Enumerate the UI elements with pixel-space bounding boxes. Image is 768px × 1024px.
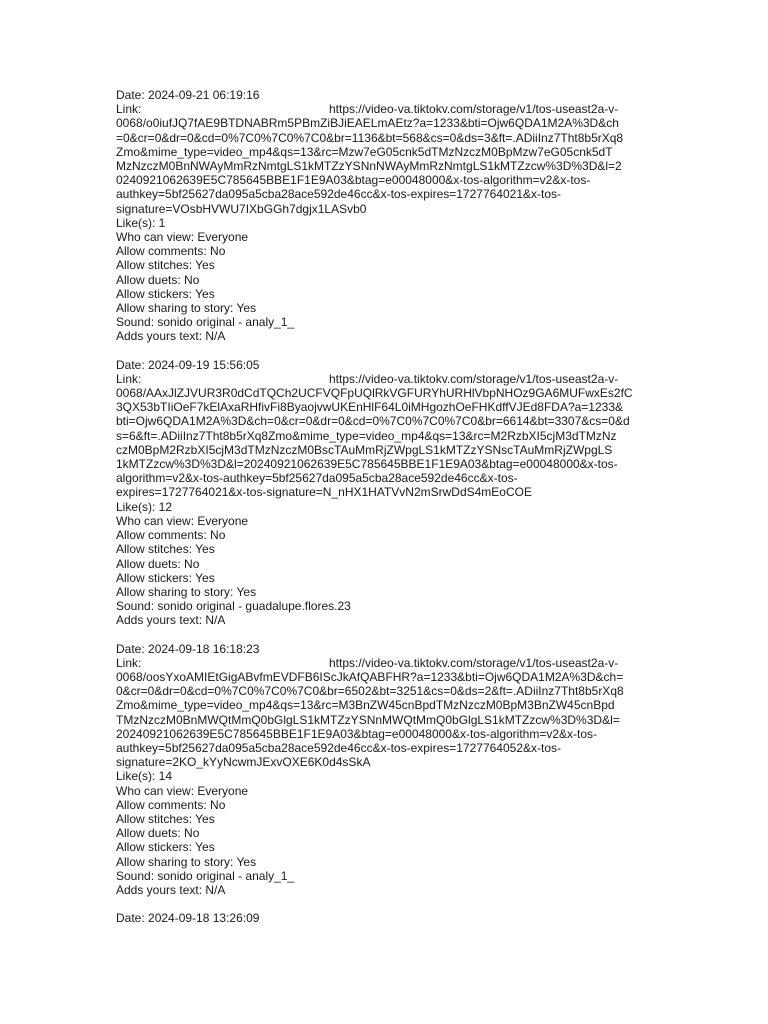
entry-allow-comments: Allow comments: No [116,244,226,259]
entry-likes: Like(s): 12 [116,499,173,514]
entry-allow-stitches: Allow stitches: Yes [116,258,215,273]
link-label: Link: [116,655,142,670]
entry-link-row [116,372,654,386]
link-url-line-2[interactable]: 0068/AAxJlZJVUR3R0dCdTQCh2UCFVQFpUQlRkVGFURYhURHlVbpNHOz9GA6MUFwxEs2fC [116,386,633,401]
entry-link-row [116,656,654,670]
video-entry-2 [116,358,654,628]
entry-likes: Like(s): 14 [116,769,173,784]
entry-date: Date: 2024-09-21 06:19:16 [116,88,260,102]
entry-allow-stickers: Allow stickers: Yes [116,840,215,855]
link-url-line-2[interactable]: 0068/oosYxoAMIEtGigABvfmEVDFB6IScJkAfQABFHR?a=1233&bti=Ojw6QDA1M2A%3D&ch= [116,669,624,684]
entry-who-can-view: Who can view: Everyone [116,513,249,528]
entry-sound: Sound: sonido original - analy_1_ [116,868,295,883]
link-url-line-8[interactable]: signature=2KO_kYyNcwmJExvOXE6K0d4sSkA [116,755,371,770]
entry-allow-comments: Allow comments: No [116,528,226,543]
entry-allow-stitches: Allow stitches: Yes [116,811,215,826]
link-url-line-3[interactable]: 3QX53bTIiOeF7kElAxaRHfivFi8ByaojvwUKEnHlF64L0iMHgozhOeFHKdffVJEd8FDA?a=1233& [116,400,624,415]
entry-sound: Sound: sonido original - guadalupe.flores.23 [116,599,351,614]
link-url-line-3[interactable]: =0&cr=0&dr=0&cd=0%7C0%7C0%7C0&br=1136&bt=568&cs=0&ds=3&ft=.ADiiInz7Tht8b5rXq8 [116,130,624,145]
link-url-line-6[interactable]: 0240921062639E5C785645BBE1F1E9A03&btag=e00048000&x-tos-algorithm=v2&x-tos- [116,173,591,188]
link-label: Link: [116,371,142,386]
link-url-line-3[interactable]: 0&cr=0&dr=0&cd=0%7C0%7C0%7C0&br=6502&bt=3251&cs=0&ds=2&ft=.ADiiInz7Tht8b5rXq8 [116,684,624,699]
link-url-line-6[interactable]: czM0BpM2RzbXI5cjM3dTMzNzczM0BscTAuMmRjZWpgLS1kMTZzYSNscTAuMmRjZWpgLS [116,442,613,457]
entry-date: Date: 2024-09-18 16:18:23 [116,641,260,656]
entry-allow-duets: Allow duets: No [116,826,200,841]
entry-allow-sharing: Allow sharing to story: Yes [116,584,257,599]
entry-sound: Sound: sonido original - analy_1_ [116,315,295,330]
link-url-line-5[interactable]: TMzNzczM0BnMWQtMmQ0bGlgLS1kMTZzYSNnMWQtMmQ0bGlgLS1kMTZzcw%3D%3D&l= [116,712,620,727]
link-url-line-7[interactable]: authkey=5bf25627da095a5cba28ace592de46cc&x-tos-expires=1727764052&x-tos- [116,740,562,755]
trailing-entry-date: Date: 2024-09-18 13:26:09 [116,911,260,926]
entry-allow-stickers: Allow stickers: Yes [116,286,215,301]
link-url-line-4[interactable]: Zmo&mime_type=video_mp4&qs=13&rc=M3BnZW45cnBpdTMzNzczM0BpM3BnZW45cnBpd [116,698,615,713]
entry-allow-duets: Allow duets: No [116,556,200,571]
link-url-line-1[interactable]: https://video-va.tiktokv.com/storage/v1/tos-useast2a-v- [329,655,619,670]
link-url-line-5[interactable]: MzNzczM0BnNWAyMmRzNmtgLS1kMTZzYSNnNWAyMmRzNmtgLS1kMTZzcw%3D%3D&l=2 [116,159,622,174]
link-url-line-4[interactable]: Zmo&mime_type=video_mp4&qs=13&rc=Mzw7eG05cnk5dTMzNzczM0BpMzw7eG05cnk5dT [116,144,613,159]
link-url-line-9[interactable]: expires=1727764021&x-tos-signature=N_nHX1HATVvN2mSrwDdS4mEoCOE [116,485,532,500]
link-url-line-2[interactable]: 0068/o0iufJQ7fAE9BTDNABRm5PBmZiBJiEAELmAEtz?a=1233&bti=Ojw6QDA1M2A%3D&ch [116,116,619,131]
link-url-line-4[interactable]: bti=Ojw6QDA1M2A%3D&ch=0&cr=0&dr=0&cd=0%7C0%7C0%7C0&br=6614&bt=3307&cs=0&d [116,414,630,429]
link-url-line-5[interactable]: s=6&ft=.ADiiInz7Tht8b5rXq8Zmo&mime_type=video_mp4&qs=13&rc=M2RzbXI5cjM3dTMzNz [116,428,617,443]
entry-allow-stickers: Allow stickers: Yes [116,570,215,585]
document-page [116,88,654,925]
entry-adds-yours: Adds yours text: N/A [116,613,226,628]
link-url-line-8[interactable]: algorithm=v2&x-tos-authkey=5bf25627da095a5cba28ace592de46cc&x-tos- [116,471,518,486]
entry-allow-sharing: Allow sharing to story: Yes [116,854,257,869]
entry-allow-stitches: Allow stitches: Yes [116,542,215,557]
entry-allow-duets: Allow duets: No [116,272,200,287]
entry-link-row [116,102,654,116]
entry-who-can-view: Who can view: Everyone [116,783,249,798]
entry-likes: Like(s): 1 [116,215,166,230]
link-url-line-1[interactable]: https://video-va.tiktokv.com/storage/v1/tos-useast2a-v- [329,371,619,386]
video-entry-1 [116,88,654,344]
link-url-line-1[interactable]: https://video-va.tiktokv.com/storage/v1/tos-useast2a-v- [329,102,619,117]
link-url-line-7[interactable]: authkey=5bf25627da095a5cba28ace592de46cc&x-tos-expires=1727764021&x-tos- [116,187,562,202]
entry-who-can-view: Who can view: Everyone [116,230,249,245]
entry-allow-sharing: Allow sharing to story: Yes [116,301,257,316]
link-label: Link: [116,102,142,117]
entry-date: Date: 2024-09-19 15:56:05 [116,357,260,372]
link-url-line-8[interactable]: signature=VOsbHVWU7IXbGGh7dgjx1LASvb0 [116,201,367,216]
video-entry-3 [116,642,654,898]
link-url-line-6[interactable]: 20240921062639E5C785645BBE1F1E9A03&btag=e00048000&x-tos-algorithm=v2&x-tos- [116,726,598,741]
entry-allow-comments: Allow comments: No [116,797,226,812]
entry-adds-yours: Adds yours text: N/A [116,882,226,897]
link-url-line-7[interactable]: 1kMTZzcw%3D%3D&l=20240921062639E5C785645BBE1F1E9A03&btag=e00048000&x-tos- [116,457,618,472]
entry-adds-yours: Adds yours text: N/A [116,329,226,344]
